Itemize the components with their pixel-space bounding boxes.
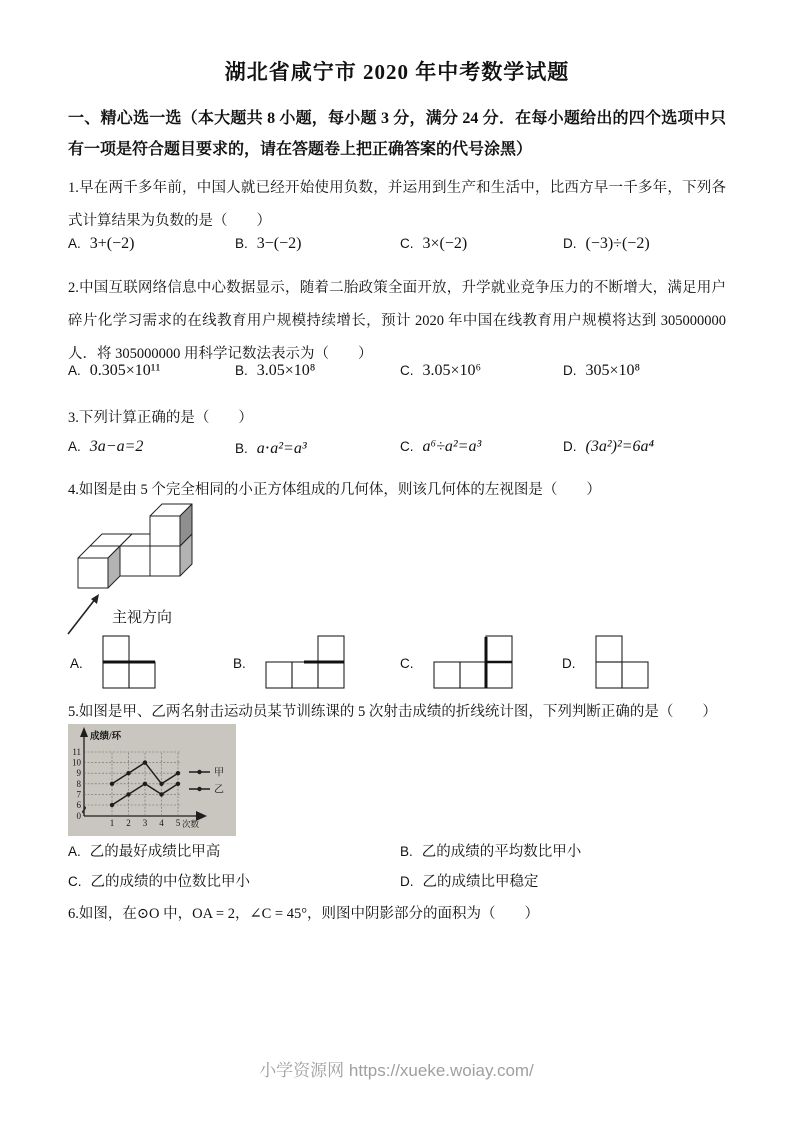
q5-option-d: D. 乙的成绩比甲稳定 (400, 874, 539, 890)
q4-option-c: C. (400, 634, 516, 692)
q4-option-d-figure (594, 634, 652, 692)
legend-marker (197, 787, 201, 791)
data-point (176, 771, 180, 775)
x-tick-label: 5 (175, 818, 181, 828)
x-tick-label: 1 (109, 818, 115, 828)
question-1-options (68, 235, 726, 265)
data-point (159, 792, 163, 796)
question-2-text: 2.中国互联网络信息中心数据显示，随着二胎政策全面开放，升学就业竞争压力的不断增大，满足用户碎片化学习需求的在线教育用户规模持续增长，预计 2020 年中国在线教育用户规模将达到 305000000 人．将 305000000 用科学记数法表示为（ ） (68, 280, 726, 362)
question-4-text: 4.如图是由 5 个完全相同的小正方体组成的几何体，则该几何体的左视图是（ ） (68, 482, 601, 498)
q3-option-a: A. 3a−a=2 (68, 438, 144, 455)
legend-marker (197, 770, 201, 774)
q3-option-c: C. a⁶÷a²=a³ (400, 438, 482, 455)
y-tick-label: 8 (76, 778, 81, 789)
x-tick-label: 3 (142, 818, 148, 828)
q1-option-a: A. 3+(−2) (68, 235, 135, 252)
y-tick-label: 7 (76, 789, 81, 800)
q3-option-d: D. (3a²)²=6a⁴ (563, 438, 655, 455)
data-point (143, 760, 147, 764)
footer-site-link: 小学资源网 https://xueke.woiay.com/ (259, 1061, 534, 1080)
cube-stack-figure (76, 502, 196, 592)
question-1-text: 1.早在两千多年前，中国人就已经开始使用负数，并运用到生产和生活中，比西方早一千多年，下列各式计算结果为负数的是（ ） (68, 180, 726, 229)
section-heading: 一、精心选一选（本大题共 8 小题，每小题 3 分，满分 24 分．在每小题给出的四个选项中只有一项是符合题目要求的，请在答题卷上把正确答案的代号涂黑） (68, 110, 726, 158)
page-title: 湖北省咸宁市 2020 年中考数学试题 (224, 60, 570, 84)
q2-option-d: D. 305×10⁸ (563, 362, 641, 379)
data-point (159, 782, 163, 786)
x-tick-label: 4 (159, 818, 164, 828)
q1-option-b: B. 3−(−2) (235, 235, 302, 252)
x-axis-title: 次数 (182, 819, 200, 829)
question-6-text: 6.如图，在⊙O 中，OA = 2，∠C = 45°，则图中阴影部分的面积为（ ） (68, 906, 539, 922)
question-4-options (68, 626, 726, 700)
q2-option-a: A. 0.305×10¹¹ (68, 362, 161, 379)
score-line-chart (68, 724, 236, 836)
question-5-options-row-1 (68, 840, 726, 870)
q4-option-c-figure (432, 634, 516, 692)
q1-option-d: D. (−3)÷(−2) (563, 235, 650, 252)
y-tick-label: 11 (72, 747, 81, 757)
x-tick-label: 2 (126, 818, 131, 828)
y-axis-arrow-icon (80, 727, 88, 737)
q4-option-b: B. (233, 634, 348, 692)
q4-option-b-figure (264, 634, 348, 692)
q5-option-a: A. 乙的最好成绩比甲高 (68, 844, 221, 860)
data-point (110, 803, 114, 807)
data-point (110, 782, 114, 786)
q2-option-b: B. 3.05×10⁸ (235, 362, 316, 379)
view-direction-label: 主视方向 (112, 610, 173, 626)
question-5-options-row-2 (68, 870, 726, 900)
q4-option-a-figure (101, 634, 159, 692)
q4-option-d: D. (562, 634, 652, 692)
q1-option-c: C. 3×(−2) (400, 235, 468, 252)
q2-option-c: C. 3.05×10⁶ (400, 362, 482, 379)
q3-option-b: B. a⋅a²=a³ (235, 440, 307, 457)
data-point (143, 782, 147, 786)
data-point (126, 792, 130, 796)
q5-option-c: C. 乙的成绩的中位数比甲小 (68, 874, 250, 890)
question-3-text: 3.下列计算正确的是（ ） (68, 410, 253, 426)
legend-label: 甲 (214, 767, 224, 779)
origin-label: 0 (76, 811, 81, 821)
y-tick-label: 10 (72, 757, 81, 768)
question-5-text: 5.如图是甲、乙两名射击运动员某节训练课的 5 次射击成绩的折线统计图，下列判断正确的是（ ） (68, 704, 717, 720)
question-3-options (68, 438, 726, 468)
q5-option-b: B. 乙的成绩的平均数比甲小 (400, 844, 582, 860)
question-2-options (68, 362, 726, 392)
q4-option-a: A. (70, 634, 159, 692)
y-tick-label: 6 (76, 800, 81, 810)
y-axis-title: 成绩/环 (90, 732, 122, 742)
data-point (126, 771, 130, 775)
data-point (176, 782, 180, 786)
score-line-chart-svg (68, 724, 236, 836)
legend-label: 乙 (214, 784, 224, 796)
y-tick-label: 9 (76, 768, 81, 779)
